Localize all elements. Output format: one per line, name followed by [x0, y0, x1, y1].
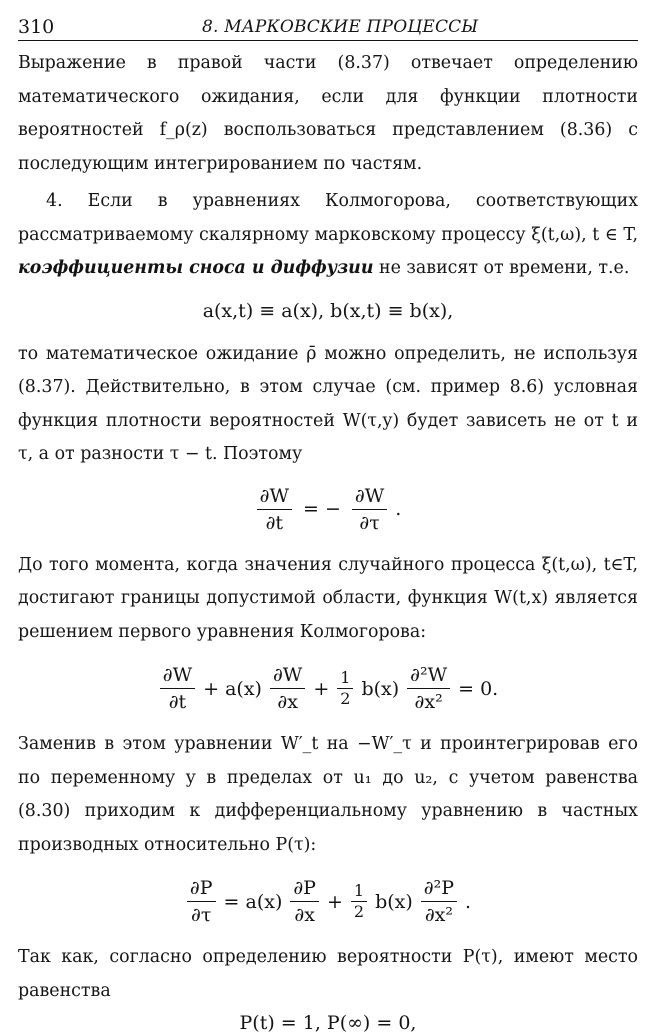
equation-coefficients: a(x,t) ≡ a(x), b(x,t) ≡ b(x),: [202, 299, 454, 322]
fraction-dw-dt: [160, 663, 195, 714]
page: [18, 12, 638, 1034]
equation-p-tau: [18, 876, 638, 927]
paragraph-2-end: не зависят от времени, т.е.: [379, 258, 630, 278]
fraction-numerator: ∂²W: [407, 663, 450, 689]
fraction-d2p-dx2: [421, 876, 457, 927]
paragraph-3: то математическое ожидание ρ̄ можно определить, не используя (8.37). Действительно, в этом случае (см. пример 8.6) условная функция плотности вероятностей W(τ,y) будет зависеть не от t и τ, а от разности τ − t. Поэтому: [18, 343, 638, 464]
fraction-denominator: ∂t: [265, 511, 284, 534]
fraction-denominator: ∂x: [277, 691, 298, 713]
fraction-numerator: ∂²P: [421, 876, 457, 902]
term-bx: b(x): [375, 890, 413, 913]
plus-sign: +: [326, 890, 343, 913]
running-title: 8. МАРКОВСКИЕ ПРОЦЕССЫ: [202, 17, 479, 37]
fraction-numerator: ∂W: [352, 484, 387, 510]
fraction-denominator: ∂x²: [414, 691, 443, 713]
fraction-d2w-dx2: [407, 663, 450, 714]
fraction-denominator: ∂τ: [191, 904, 212, 926]
plus-sign: +: [313, 677, 330, 700]
fraction-denominator: ∂x²: [424, 904, 453, 926]
paragraph-4: До того момента, когда значения случайного процесса ξ(t,ω), t∈T, достигают границы допустимой области, функция W(t,x) является решением первого уравнения Колмогорова:: [18, 554, 638, 642]
equation-period: .: [465, 890, 472, 913]
emphasis-drift-diffusion: коэффициенты сноса и диффузии: [18, 258, 374, 278]
page-header: [18, 12, 638, 41]
equation-kolmogorov: [18, 663, 638, 714]
fraction-denominator: 2: [340, 689, 351, 708]
fraction-one-half: [337, 669, 353, 708]
term-bx: b(x): [361, 677, 400, 700]
fraction-numerator: ∂W: [270, 663, 305, 689]
equals-ax: = a(x): [223, 890, 283, 913]
paragraph-6: Так как, согласно определению вероятности P(τ), имеют место равенства: [18, 947, 638, 1001]
fraction-denominator: ∂t: [168, 691, 187, 713]
fraction-numerator: ∂P: [290, 876, 319, 902]
paragraph-2: [18, 185, 638, 286]
fraction-dw-dtau: [352, 484, 387, 535]
fraction-numerator: ∂P: [187, 876, 216, 902]
fraction-numerator: ∂W: [160, 663, 195, 689]
fraction-numerator: 1: [351, 882, 367, 902]
equation-boundary-values: P(t) = 1, P(∞) = 0,: [239, 1012, 417, 1034]
equals-minus: = −: [303, 498, 341, 520]
fraction-denominator: ∂τ: [359, 511, 380, 534]
fraction-dw-dx: [270, 663, 305, 714]
term-plus-ax: + a(x): [203, 677, 262, 700]
page-number: 310: [18, 16, 55, 38]
paragraph-2-start: 4. Если в уравнениях Колмогорова, соответствующих рассматриваемому скалярному марковскому процессу ξ(t,ω), t ∈ T,: [18, 191, 638, 245]
fraction-one-half: [351, 882, 367, 921]
equation-dw-dt: [18, 484, 638, 535]
fraction-dp-dtau: [187, 876, 216, 927]
fraction-numerator: 1: [337, 669, 353, 689]
fraction-denominator: ∂x: [294, 904, 315, 926]
paragraph-5: Заменив в этом уравнении W′_t на −W′_τ и проинтегрировав его по переменному y в пределах от u₁ до u₂, с учетом равенства (8.30) приходим к дифференциальному уравнению в частных производных относительно P(τ):: [18, 734, 638, 855]
paragraph-1: Выражение в правой части (8.37) отвечает определению математического ожидания, если для функции плотности вероятностей f_ρ(z) воспользоваться представлением (8.36) с последующим интегрированием по частям.: [18, 53, 638, 174]
fraction-denominator: 2: [353, 902, 365, 921]
fraction-dw-dt: [257, 484, 292, 535]
fraction-dp-dx: [290, 876, 319, 927]
fraction-numerator: ∂W: [257, 484, 292, 510]
equation-period: .: [395, 498, 402, 520]
equals-zero: = 0.: [458, 677, 499, 700]
